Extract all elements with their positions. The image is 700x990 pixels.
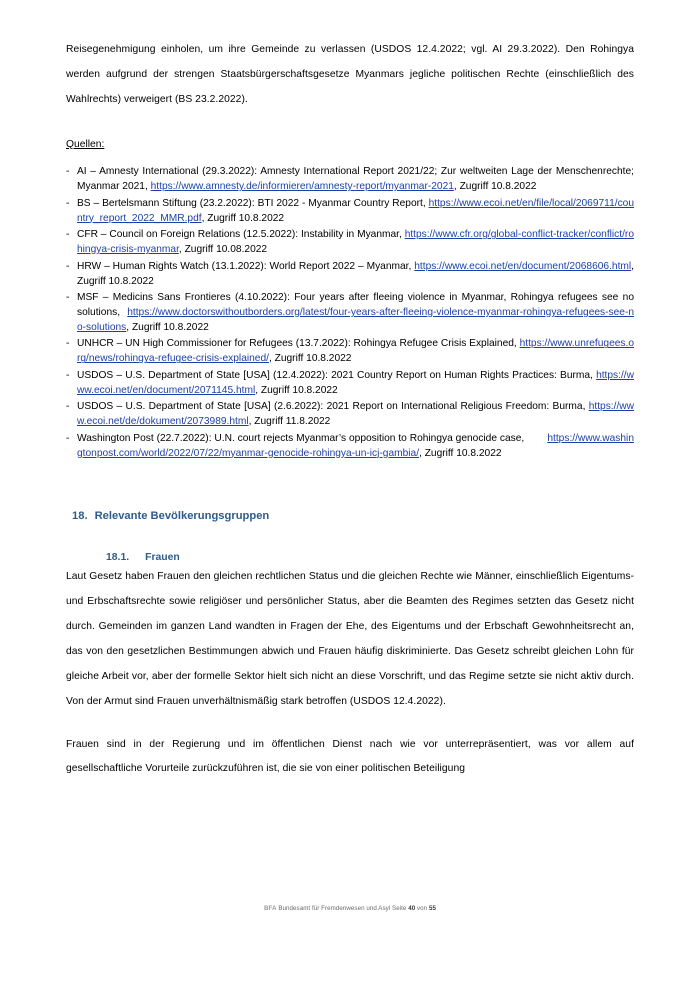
- list-item: [66, 400, 634, 430]
- source-text: AI – Amnesty International (29.3.2022): Amnesty International Report 2021/22; Zur weltweiten Lage der Menschenrechte; Myanmar 2021,: [77, 166, 634, 193]
- subsection-heading: [66, 551, 634, 566]
- list-item: [66, 260, 634, 290]
- source-text: Washington Post (22.7.2022): U.N. court rejects Myanmar’s opposition to Rohingya genocide case,: [77, 432, 548, 444]
- source-access: , Zugriff 10.8.2022: [419, 447, 502, 459]
- source-access: , Zugriff 11.8.2022: [248, 416, 331, 428]
- source-access: , Zugriff 10.8.2022: [453, 181, 537, 193]
- source-link[interactable]: https://www.ecoi.net/en/file/local/2069711/country_report_2022_MMR.pdf: [77, 197, 634, 224]
- list-item: [66, 291, 634, 336]
- page-footer: [0, 905, 700, 912]
- subsection-number: 18.1.: [106, 551, 130, 563]
- source-link[interactable]: https://www.cfr.org/global-conflict-tracker/conflict/rohingya-crisis-myanmar: [77, 229, 634, 256]
- source-text: MSF – Medicins Sans Frontieres (4.10.2022): Four years after fleeing violence in Myanmar, Rohingya refugees see no solutions,: [77, 292, 634, 318]
- paragraph-intro: Reisegenehmigung einholen, um ihre Gemeinde zu verlassen (USDOS 12.4.2022; vgl. AI 29.3.2022). Den Rohingya werden aufgrund der strengen Staatsbürgerschaftsgesetze Myanmars jegliche politischen Rechte (einschließlich des Wahlrechts) verweigert (BS 23.2.2022).: [66, 44, 634, 105]
- source-text: HRW – Human Rights Watch (13.1.2022): World Report 2022 – Myanmar,: [77, 260, 415, 272]
- footer-page-number: 40: [408, 905, 416, 912]
- source-access: , Zugriff 10.08.2022: [178, 244, 268, 256]
- source-access: , Zugriff 10.8.2022: [255, 384, 338, 396]
- source-access: , Zugriff 10.8.2022: [77, 260, 634, 287]
- source-text: USDOS – U.S. Department of State [USA] (2.6.2022): 2021 Report on International Religious Freedom: Burma,: [77, 401, 589, 413]
- source-link[interactable]: https://www.ecoi.net/en/document/2071145.html: [77, 369, 634, 396]
- source-link[interactable]: https://www.unrefugees.org/news/rohingya-refugee-crisis-explained/: [77, 338, 634, 365]
- source-link[interactable]: https://www.washingtonpost.com/world/2022/07/22/myanmar-genocide-rohingya-un-icj-gambia/: [77, 432, 634, 459]
- list-item: [66, 228, 634, 258]
- section-title: Relevante Bevölkerungsgruppen: [94, 509, 270, 522]
- section-number: 18.: [72, 509, 88, 522]
- subsection-title: Frauen: [145, 551, 180, 563]
- paragraph-frauen-1: Laut Gesetz haben Frauen den gleichen rechtlichen Status und die gleichen Rechte wie Männer, einschließlich Eigentums- und Erbschaftsrechte sowie religiöser und persönlicher Status, aber die Beamten des Regimes setzten das Gesetz nicht durch. Gemeinden im ganzen Land wandten in Fragen der Ehe, des Eigentums und der Erbschaft Gewohnheitsrecht an, das von den gesetzlichen Bestimmungen abwich und Frauen häufig diskriminierte. Das Gesetz schreibt gleichen Lohn für gleiche Arbeit vor, aber der formelle Sektor hielt sich nicht an diese Vorschrift, und das Regime setzte sie nicht aktiv durch. Von der Armut sind Frauen unverhältnismäßig stark betroffen (USDOS 12.4.2022).: [66, 571, 634, 707]
- source-text: UNHCR – UN High Commissioner for Refugees (13.7.2022): Rohingya Refugee Crisis Explained,: [77, 338, 520, 350]
- source-text: USDOS – U.S. Department of State [USA] (12.4.2022): 2021 Country Report on Human Rights Practices: Burma,: [77, 369, 597, 381]
- list-item: [66, 337, 634, 367]
- paragraph-frauen-2: Frauen sind in der Regierung und im öffentlichen Dienst nach wie vor unterrepräsentiert, was vor allem auf gesellschaftliche Vorurteile zurückzuführen ist, die sie von einer politischen Beteiligung: [66, 738, 634, 775]
- footer-text: Bundesamt für Fremdenwesen und Asyl Seite: [276, 905, 409, 912]
- source-access: , Zugriff 10.8.2022: [268, 353, 352, 365]
- source-text: BS – Bertelsmann Stiftung (23.2.2022): BTI 2022 - Myanmar Country Report,: [77, 197, 429, 209]
- source-access: , Zugriff 10.8.2022: [201, 212, 285, 224]
- source-link[interactable]: https://www.amnesty.de/informieren/amnesty-report/myanmar-2021: [150, 181, 454, 193]
- source-link[interactable]: https://www.doctorswithoutborders.org/latest/four-years-after-fleeing-violence-myanmar-rohingya-refugees-see-no-solutions: [77, 306, 634, 333]
- source-link[interactable]: https://www.ecoi.net/de/dokument/2073989.html: [77, 401, 634, 428]
- sources-heading: Quellen:: [66, 138, 105, 150]
- footer-total-pages: 55: [428, 905, 436, 912]
- section-heading: [66, 509, 634, 525]
- source-link[interactable]: https://www.ecoi.net/en/document/2068606.html: [414, 260, 632, 272]
- sources-list: [66, 165, 634, 462]
- footer-von: von: [415, 905, 429, 912]
- footer-org: BFA: [264, 905, 277, 912]
- list-item: [66, 165, 634, 195]
- list-item: [66, 197, 634, 227]
- source-access: , Zugriff 10.8.2022: [126, 321, 209, 333]
- list-item: [66, 432, 634, 462]
- list-item: [66, 369, 634, 399]
- source-text: CFR – Council on Foreign Relations (12.5.2022): Instability in Myanmar,: [77, 229, 405, 241]
